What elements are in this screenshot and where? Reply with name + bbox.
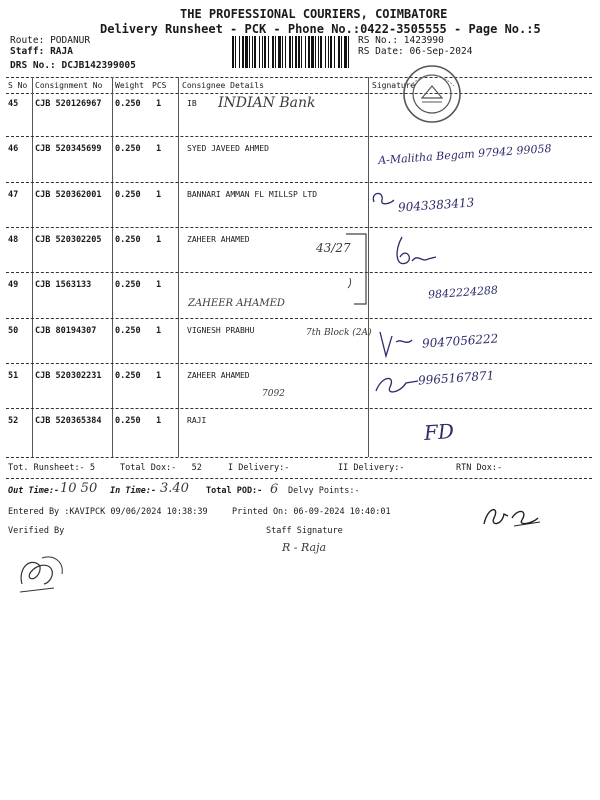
in-time-value: 3.40 bbox=[160, 481, 189, 496]
rs-no-label: RS No.: bbox=[358, 35, 399, 46]
totals-rule bbox=[6, 457, 592, 458]
staff-field bbox=[10, 46, 73, 57]
barcode-bar bbox=[308, 36, 310, 68]
row-consignment: CJB 520365384 bbox=[35, 416, 102, 427]
barcode-bar bbox=[325, 36, 326, 68]
barcode-bar bbox=[330, 36, 332, 68]
barcode-bar bbox=[272, 36, 274, 68]
row-consignee: IB bbox=[187, 99, 197, 108]
barcode-bar bbox=[348, 36, 349, 68]
col-consignment: Consignment No bbox=[35, 81, 103, 90]
row-separator bbox=[6, 408, 592, 409]
row-pcs: 1 bbox=[156, 280, 162, 291]
route-value: PODANUR bbox=[50, 35, 91, 46]
col-divider bbox=[112, 77, 113, 457]
row-sno: 50 bbox=[8, 325, 19, 336]
rs-date-value: 06-Sep-2024 bbox=[409, 46, 473, 57]
row-separator bbox=[6, 136, 592, 137]
row-pcs: 1 bbox=[156, 416, 162, 427]
entered-by: Entered By :KAVIPCK 09/06/2024 10:38:39 bbox=[8, 507, 208, 517]
barcode-bar bbox=[298, 36, 300, 68]
drs-field bbox=[10, 60, 136, 71]
row-consignment: CJB 520345699 bbox=[35, 144, 102, 155]
bracket-mark bbox=[342, 232, 372, 312]
barcode-bar bbox=[245, 36, 248, 68]
staff-signature-label: Staff Signature bbox=[266, 526, 343, 536]
total-runsheet: Tot. Runsheet:- 5 bbox=[8, 463, 95, 473]
row-weight: 0.250 bbox=[115, 99, 141, 109]
row-pcs: 1 bbox=[156, 234, 162, 245]
row-signature-note: 9965167871 bbox=[417, 368, 495, 388]
col-weight: Weight bbox=[115, 81, 144, 90]
ii-delivery: II Delivery:- bbox=[338, 463, 405, 473]
barcode-bar bbox=[320, 36, 322, 68]
col-signature: Signature bbox=[372, 81, 416, 90]
row-weight: 0.250 bbox=[115, 280, 141, 291]
row-sno: 52 bbox=[8, 416, 19, 427]
row-consignment: CJB 80194307 bbox=[35, 325, 97, 336]
row-signature-note: FD bbox=[423, 419, 455, 446]
row-sno: 49 bbox=[8, 280, 19, 291]
runsheet-subtitle: Delivery Runsheet - PCK - Phone No.:0422-3505555 - Page No.:5 bbox=[100, 22, 541, 36]
row-sno: 51 bbox=[8, 370, 19, 381]
barcode-bar bbox=[341, 36, 342, 68]
barcode-bar bbox=[301, 36, 302, 68]
row-consignee: ZAHEER AHAMED bbox=[187, 234, 250, 244]
row-signature-note: 9043383413 bbox=[397, 194, 475, 215]
company-stamp-icon bbox=[400, 62, 464, 126]
table-head-rule bbox=[6, 93, 592, 94]
totals-bottom-rule bbox=[6, 478, 592, 479]
row-separator bbox=[6, 227, 592, 228]
barcode-bar bbox=[315, 36, 316, 68]
recipient-signature-icon bbox=[368, 188, 428, 228]
row-consignment: CJB 520302231 bbox=[35, 370, 102, 381]
barcode-bar bbox=[242, 36, 244, 68]
barcode-bar bbox=[334, 36, 335, 68]
row-weight: 0.250 bbox=[115, 234, 141, 245]
company-title: THE PROFESSIONAL COURIERS, COIMBATORE bbox=[180, 7, 448, 21]
barcode-bar bbox=[282, 36, 283, 68]
barcode-bar bbox=[268, 36, 269, 68]
staff-value: RAJA bbox=[50, 46, 73, 57]
barcode-bar bbox=[275, 36, 276, 68]
row-consignment: CJB 1563133 bbox=[35, 280, 92, 291]
recipient-signature-icon bbox=[370, 367, 430, 407]
in-time-label: In Time:- bbox=[110, 486, 157, 496]
total-pod-value: 6 bbox=[270, 482, 279, 497]
supervisor-signature-icon bbox=[478, 500, 548, 534]
barcode-bar bbox=[252, 36, 253, 68]
barcode-bar bbox=[311, 36, 314, 68]
total-dox: Total Dox:- 52 bbox=[120, 463, 202, 473]
barcode-bar bbox=[259, 36, 260, 68]
row-consignee: ZAHEER AHAMED bbox=[187, 370, 250, 380]
table-top-rule bbox=[6, 77, 592, 78]
row-consignee: VIGNESH PRABHU bbox=[187, 325, 255, 335]
col-divider bbox=[178, 77, 179, 457]
barcode-bar bbox=[232, 36, 234, 68]
row-separator bbox=[6, 363, 592, 364]
barcode-bar bbox=[328, 36, 329, 68]
barcode-bar bbox=[344, 36, 347, 68]
row-separator bbox=[6, 318, 592, 319]
row-sno: 48 bbox=[8, 234, 19, 245]
row-pcs: 1 bbox=[156, 370, 162, 381]
route-label: Route: bbox=[10, 35, 45, 46]
row-consignment: CJB 520302205 bbox=[35, 234, 102, 245]
recipient-signature-icon bbox=[372, 326, 432, 366]
row-pcs: 1 bbox=[156, 189, 162, 200]
total-pod-label: Total POD:- bbox=[206, 486, 263, 496]
row-weight: 0.250 bbox=[115, 189, 141, 200]
row-consignee: RAJI bbox=[187, 416, 207, 426]
recipient-signature-icon bbox=[392, 233, 452, 273]
rs-no-value: 1423990 bbox=[403, 35, 444, 46]
out-time-value: 10 50 bbox=[60, 481, 98, 496]
row-pcs: 1 bbox=[156, 99, 162, 109]
barcode-bar bbox=[338, 36, 340, 68]
out-time-label: Out Time:- bbox=[8, 486, 60, 496]
barcode-bar bbox=[295, 36, 297, 68]
row-consignment: CJB 520362001 bbox=[35, 189, 102, 200]
col-consignee: Consignee Details bbox=[182, 81, 264, 90]
row-sno: 47 bbox=[8, 189, 19, 200]
row-handwritten-note: INDIAN Bank bbox=[218, 95, 316, 111]
verified-by-label: Verified By bbox=[8, 526, 65, 536]
barcode-bar bbox=[278, 36, 281, 68]
row-pcs: 1 bbox=[156, 144, 162, 155]
rtn-dox: RTN Dox:- bbox=[456, 463, 503, 473]
barcode-bar bbox=[318, 36, 319, 68]
barcode-bar bbox=[254, 36, 256, 68]
verifier-signature-icon bbox=[14, 548, 74, 598]
row-sno: 46 bbox=[8, 144, 19, 155]
barcode-bar bbox=[249, 36, 250, 68]
col-sno: S No bbox=[8, 81, 28, 90]
rs-date-label: RS Date: bbox=[358, 46, 404, 57]
row-consignment: CJB 520126967 bbox=[35, 99, 102, 109]
row-handwritten-note: ZAHEER AHAMED bbox=[188, 298, 285, 310]
row-consignee: SYED JAVEED AHMED bbox=[187, 144, 269, 154]
row-signature-note: A-Malitha Begam 97942 99058 bbox=[377, 142, 552, 168]
row-weight: 0.250 bbox=[115, 325, 141, 336]
delvy-points-label: Delvy Points:- bbox=[288, 486, 360, 496]
staff-label: Staff: bbox=[10, 46, 45, 57]
row-weight: 0.250 bbox=[115, 416, 141, 427]
printed-on: Printed On: 06-09-2024 10:40:01 bbox=[232, 507, 391, 517]
row-handwritten-note: 43/27 bbox=[316, 240, 351, 255]
barcode-bar bbox=[292, 36, 293, 68]
staff-signature-hand: R - Raja bbox=[282, 541, 327, 554]
row-separator bbox=[6, 272, 592, 273]
route-field bbox=[10, 35, 90, 46]
barcode-bar bbox=[239, 36, 240, 68]
row-handwritten-note: 7th Block (2A) bbox=[306, 327, 372, 338]
row-consignee: BANNARI AMMAN FL MILLSP LTD bbox=[187, 189, 318, 199]
row-separator bbox=[6, 182, 592, 183]
barcode-bar bbox=[262, 36, 263, 68]
barcode-bar bbox=[285, 36, 286, 68]
rs-no-field bbox=[358, 35, 444, 46]
row-sno: 45 bbox=[8, 99, 19, 109]
barcode bbox=[232, 36, 352, 68]
col-divider bbox=[32, 77, 33, 457]
row-pcs: 1 bbox=[156, 325, 162, 336]
row-weight: 0.250 bbox=[115, 370, 141, 381]
drs-value: DCJB142399005 bbox=[61, 60, 136, 71]
col-pcs: PCS bbox=[152, 81, 167, 90]
row-weight: 0.250 bbox=[115, 144, 141, 155]
rs-date-field bbox=[358, 46, 472, 57]
barcode-bar bbox=[264, 36, 266, 68]
row-signature-note: 9842224288 bbox=[427, 283, 499, 302]
row-handwritten-note: 7092 bbox=[262, 388, 285, 399]
barcode-bar bbox=[289, 36, 291, 68]
barcode-bar bbox=[235, 36, 236, 68]
row-signature-note: 9047056222 bbox=[421, 330, 499, 351]
barcode-bar bbox=[305, 36, 306, 68]
drs-label: DRS No.: bbox=[10, 60, 56, 71]
i-delivery: I Delivery:- bbox=[228, 463, 290, 473]
